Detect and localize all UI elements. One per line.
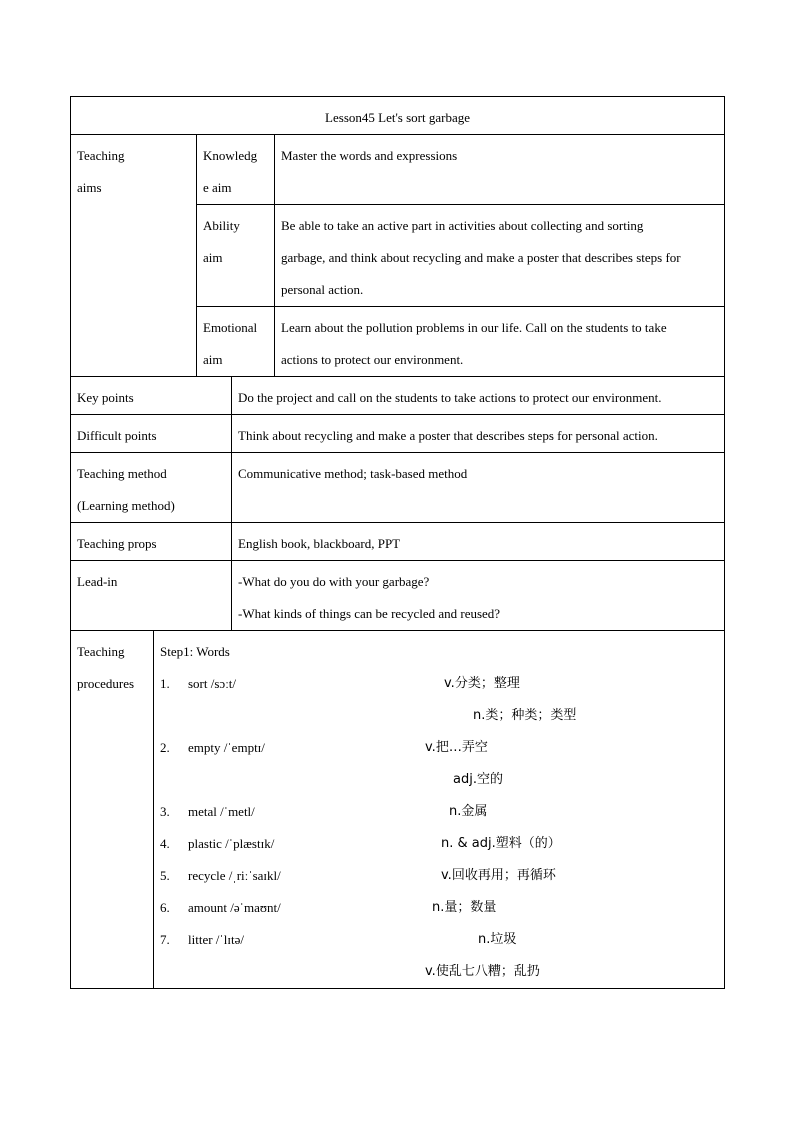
- lesson-plan-table: [70, 96, 725, 989]
- key-points-value: [232, 377, 725, 415]
- vocab-word: empty /ˈemptɪ/: [188, 740, 265, 755]
- vocab-definition: v.把…弄空: [425, 740, 488, 755]
- vocab-word: amount /əˈmaʊnt/: [188, 900, 281, 915]
- vocab-item: [160, 668, 718, 700]
- emotional-aim-line: Learn about the pollution problems in our life. Call on the students to take: [281, 320, 667, 335]
- vocab-item-continued: [160, 956, 718, 988]
- knowledge-aim-label-line1: Knowledg: [203, 148, 258, 163]
- vocab-word: recycle /ˌriːˈsaɪkl/: [188, 868, 281, 883]
- vocab-definition: n.类；种类；类型: [473, 708, 577, 723]
- emotional-aim-label-line2: aim: [203, 352, 223, 367]
- emotional-aim-text: [275, 307, 725, 377]
- vocab-item-continued: [160, 764, 718, 796]
- vocab-number: 2.: [160, 740, 170, 755]
- vocab-definition: n. & adj.塑料（的）: [441, 836, 561, 851]
- lead-in-question: -What kinds of things can be recycled and reused?: [238, 606, 501, 621]
- key-points-text: Do the project and call on the students to take actions to protect our environment.: [238, 390, 662, 405]
- lead-in-question: -What do you do with your garbage?: [238, 574, 430, 589]
- procedures-content: [154, 631, 725, 989]
- vocab-definition: n.金属: [449, 804, 488, 819]
- vocab-definition: n.量；数量: [432, 900, 497, 915]
- vocab-definition: v.回收再用；再循环: [441, 868, 556, 883]
- vocab-number: 3.: [160, 804, 170, 819]
- procedures-label-line2: procedures: [77, 676, 135, 691]
- procedures-row: [71, 631, 725, 989]
- vocab-item: [160, 924, 718, 956]
- vocab-number: 5.: [160, 868, 170, 883]
- vocab-word: litter /ˈlɪtə/: [188, 932, 244, 947]
- key-points-row: [71, 377, 725, 415]
- lead-in-row: [71, 561, 725, 631]
- emotional-aim-label: [197, 307, 275, 377]
- difficult-points-row: [71, 415, 725, 453]
- difficult-points-value: [232, 415, 725, 453]
- lesson-title: Lesson45 Let's sort garbage: [71, 97, 725, 135]
- vocab-word: metal /ˈmetl/: [188, 804, 255, 819]
- vocab-definition: n.垃圾: [478, 932, 517, 947]
- knowledge-aim-line: Master the words and expressions: [281, 148, 458, 163]
- vocab-number: 1.: [160, 676, 170, 691]
- emotional-aim-label-line1: Emotional: [203, 320, 258, 335]
- ability-aim-label: [197, 205, 275, 307]
- teaching-props-row: [71, 523, 725, 561]
- vocab-item: [160, 860, 718, 892]
- teaching-aims-label: [71, 135, 197, 377]
- vocab-item: [160, 892, 718, 924]
- lead-in-label: Lead-in: [71, 561, 232, 631]
- vocab-definition: v.使乱七八糟；乱扔: [425, 964, 540, 979]
- teaching-props-label: Teaching props: [71, 523, 232, 561]
- teaching-method-value: Communicative method; task-based method: [232, 453, 725, 523]
- teaching-aims-label-line1: Teaching: [77, 148, 125, 163]
- difficult-points-text: Think about recycling and make a poster that describes steps for personal action.: [238, 428, 658, 443]
- ability-aim-line: personal action.: [281, 282, 364, 297]
- vocab-definition: adj.空的: [453, 772, 503, 787]
- knowledge-aim-row: [71, 135, 725, 205]
- ability-aim-line: Be able to take an active part in activities about collecting and sorting: [281, 218, 644, 233]
- ability-aim-text: [275, 205, 725, 307]
- difficult-points-label: Difficult points: [71, 415, 232, 453]
- ability-aim-label-line2: aim: [203, 250, 223, 265]
- vocab-definition: v.分类；整理: [444, 676, 520, 691]
- vocab-number: 4.: [160, 836, 170, 851]
- procedures-label-line1: Teaching: [77, 644, 125, 659]
- procedures-label: [71, 631, 154, 989]
- teaching-method-label: [71, 453, 232, 523]
- vocab-item: [160, 828, 718, 860]
- lesson-plan-page: [70, 96, 724, 989]
- vocab-item-continued: [160, 700, 718, 732]
- title-row: [71, 97, 725, 135]
- vocab-number: 7.: [160, 932, 170, 947]
- vocab-word: plastic /ˈplæstɪk/: [188, 836, 275, 851]
- key-points-label: Key points: [71, 377, 232, 415]
- vocab-item: [160, 796, 718, 828]
- vocab-item: [160, 732, 718, 764]
- step-title: Step1: Words: [160, 644, 230, 659]
- teaching-aims-label-line2: aims: [77, 180, 102, 195]
- lead-in-value: [232, 561, 725, 631]
- knowledge-aim-label: [197, 135, 275, 205]
- knowledge-aim-label-line2: e aim: [203, 180, 232, 195]
- emotional-aim-line: actions to protect our environment.: [281, 352, 464, 367]
- vocab-number: 6.: [160, 900, 170, 915]
- teaching-method-label-line2: (Learning method): [77, 498, 175, 513]
- ability-aim-line: garbage, and think about recycling and make a poster that describes steps for: [281, 250, 681, 265]
- teaching-method-label-line1: Teaching method: [77, 466, 167, 481]
- teaching-method-row: [71, 453, 725, 523]
- teaching-props-value: English book, blackboard, PPT: [232, 523, 725, 561]
- ability-aim-label-line1: Ability: [203, 218, 240, 233]
- knowledge-aim-text: [275, 135, 725, 205]
- vocab-word: sort /sɔːt/: [188, 676, 237, 691]
